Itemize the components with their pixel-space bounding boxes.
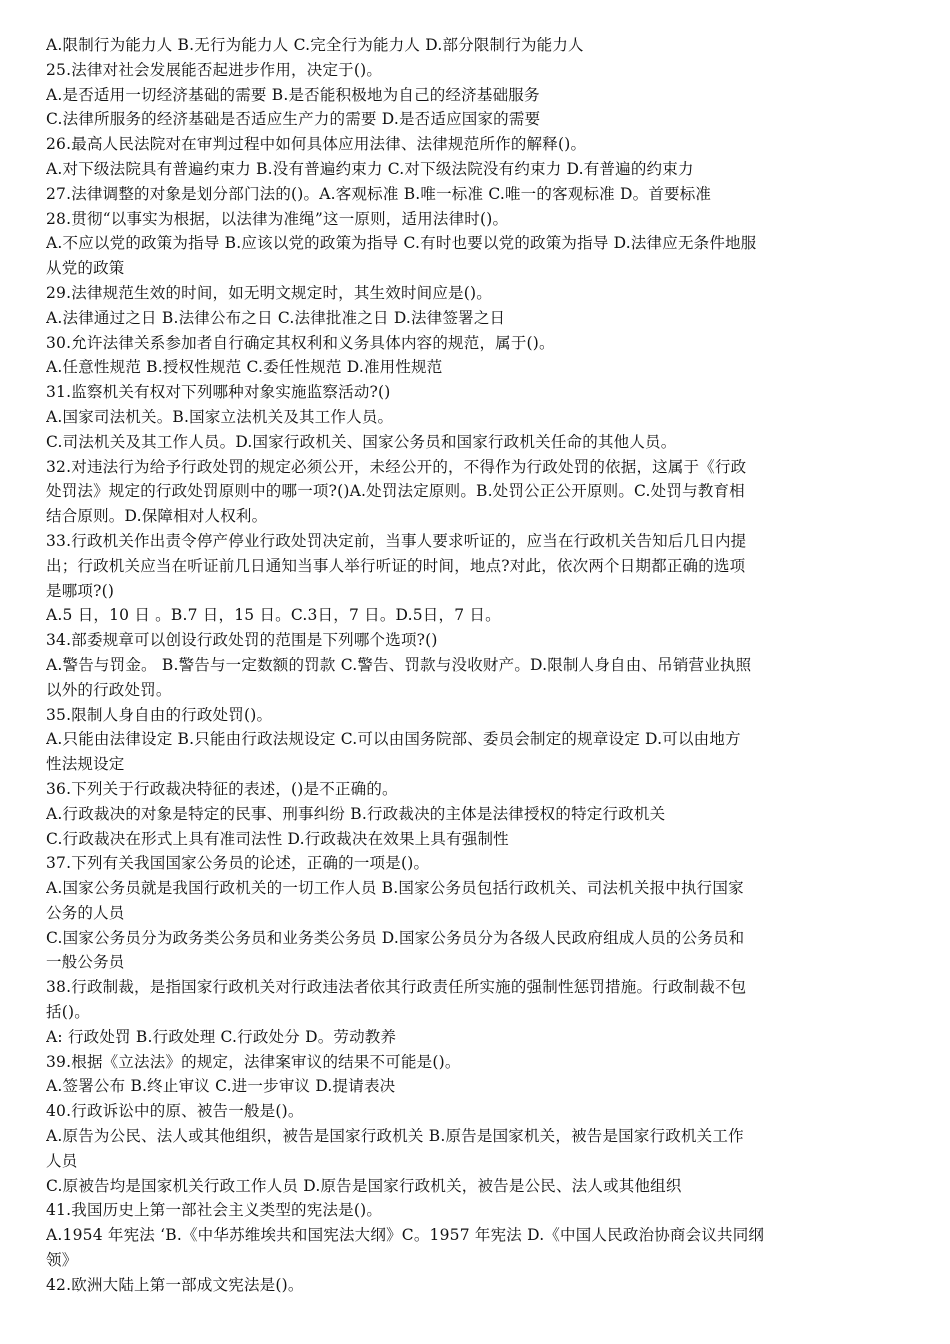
text-line: 29.法律规范生效的时间，如无明文规定时，其生效时间应是()。 bbox=[46, 283, 492, 302]
text-line: 一般公务员 bbox=[46, 953, 125, 972]
text-line: 性法规设定 bbox=[46, 755, 125, 774]
text-line: 34.部委规章可以创设行政处罚的范围是下列哪个选项?() bbox=[46, 631, 438, 650]
text-line: 处罚法》规定的行政处罚原则中的哪一项?()A.处罚法定原则。B.处罚公正公开原则。C.处罚与教育相 bbox=[46, 482, 745, 501]
text-line: 30.允许法律关系参加者自行确定其权利和义务具体内容的规范，属于()。 bbox=[46, 333, 555, 352]
text-line: 公务的人员 bbox=[46, 903, 125, 922]
text-line: A.是否适用一切经济基础的需要 B.是否能积极地为自己的经济基础服务 bbox=[46, 85, 540, 104]
text-line: 25.法律对社会发展能否起进步作用，决定于()。 bbox=[46, 60, 383, 79]
text-line: A.限制行为能力人 B.无行为能力人 C.完全行为能力人 D.部分限制行为能力人 bbox=[46, 36, 584, 54]
text-line: C.国家公务员分为政务类公务员和业务类公务员 D.国家公务员分为各级人民政府组成人员的公务员和 bbox=[46, 928, 745, 947]
text-line: A.不应以党的政策为指导 B.应该以党的政策为指导 C.有时也要以党的政策为指导 D.法律应无条件地服 bbox=[46, 234, 757, 253]
text-line: A.只能由法律设定 B.只能由行政法规设定 C.可以由国务院部、委员会制定的规章设定 D.可以由地方 bbox=[46, 730, 741, 749]
text-line: A.5 日，10 日 。B.7 日，15 日。C.3日，7 日。D.5日，7 日。 bbox=[46, 606, 501, 625]
text-line: 领》 bbox=[46, 1251, 78, 1270]
text-line: 以外的行政处罚。 bbox=[46, 680, 172, 699]
text-line: A.警告与罚金。 B.警告与一定数额的罚款 C.警告、罚款与没收财产。D.限制人身自由、吊销营业执照 bbox=[46, 655, 752, 674]
text-line: C.司法机关及其工作人员。D.国家行政机关、国家公务员和国家行政机关任命的其他人员。 bbox=[46, 432, 677, 451]
text-line: 33.行政机关作出责令停产停业行政处罚决定前，当事人要求听证的，应当在行政机关告知后几日内提 bbox=[46, 531, 747, 550]
text-line: 31.监察机关有权对下列哪种对象实施监察活动?() bbox=[46, 383, 391, 402]
text-line: 32.对违法行为给予行政处罚的规定必须公开，未经公开的，不得作为行政处罚的依据，这属于《行政 bbox=[46, 457, 747, 476]
text-line: C.法律所服务的经济基础是否适应生产力的需要 D.是否适应国家的需要 bbox=[46, 110, 541, 129]
text-line: A.国家司法机关。B.国家立法机关及其工作人员。 bbox=[46, 407, 394, 426]
text-line: 是哪项?() bbox=[46, 581, 115, 600]
text-line: A.任意性规范 B.授权性规范 C.委任性规范 D.准用性规范 bbox=[46, 358, 443, 377]
text-line: A.法律通过之日 B.法律公布之日 C.法律批准之日 D.法律签署之日 bbox=[46, 308, 506, 327]
text-line: 37.下列有关我国国家公务员的论述，正确的一项是()。 bbox=[46, 854, 430, 873]
text-line: 38.行政制裁，是指国家行政机关对行政违法者依其行政责任所实施的强制性惩罚措施。行政制裁不包 bbox=[46, 978, 747, 997]
text-line: 从党的政策 bbox=[46, 259, 125, 278]
text-line: C.行政裁决在形式上具有准司法性 D.行政裁决在效果上具有强制性 bbox=[46, 829, 509, 848]
text-line: C.原被告均是国家机关行政工作人员 D.原告是国家行政机关，被告是公民、法人或其他组织 bbox=[46, 1176, 682, 1195]
text-line: 27.法律调整的对象是划分部门法的()。A.客观标准 B.唯一标准 C.唯一的客观标准 D。首要标准 bbox=[46, 184, 712, 203]
text-line: A.行政裁决的对象是特定的民事、刑事纠纷 B.行政裁决的主体是法律授权的特定行政机关 bbox=[46, 804, 666, 823]
document-page bbox=[46, 33, 912, 1298]
text-line: A.国家公务员就是我国行政机关的一切工作人员 B.国家公务员包括行政机关、司法机关报中执行国家 bbox=[46, 879, 744, 898]
text-line: 35.限制人身自由的行政处罚()。 bbox=[46, 705, 273, 724]
text-line: 人员 bbox=[46, 1151, 78, 1170]
text-line: 41.我国历史上第一部社会主义类型的宪法是()。 bbox=[46, 1201, 383, 1220]
text-line: 36.下列关于行政裁决特征的表述，()是不正确的。 bbox=[46, 779, 398, 798]
text-line: 40.行政诉讼中的原、被告一般是()。 bbox=[46, 1102, 304, 1121]
text-line: 42.欧洲大陆上第一部成文宪法是()。 bbox=[46, 1275, 304, 1294]
text-line: A.原告为公民、法人或其他组织，被告是国家行政机关 B.原告是国家机关，被告是国家行政机关工作 bbox=[46, 1127, 744, 1146]
text-line: 结合原则。D.保障相对人权利。 bbox=[46, 507, 268, 526]
text-line: 括()。 bbox=[46, 1003, 90, 1022]
text-line: 39.根据《立法法》的规定，法律案审议的结果不可能是()。 bbox=[46, 1052, 461, 1071]
text-line: A.对下级法院具有普遍约束力 B.没有普遍约束力 C.对下级法院没有约束力 D.有普遍的约束力 bbox=[46, 159, 694, 178]
text-line: 26.最高人民法院对在审判过程中如何具体应用法律、法律规范所作的解释()。 bbox=[46, 135, 587, 154]
text-line: A.签署公布 B.终止审议 C.进一步审议 D.提请表决 bbox=[46, 1077, 396, 1096]
text-line: 出；行政机关应当在听证前几日通知当事人举行听证的时间，地点?对此，依次两个日期都正确的选项 bbox=[46, 556, 746, 575]
text-line: 28.贯彻“以事实为根据，以法律为准绳”这一原则，适用法律时()。 bbox=[46, 209, 509, 228]
text-line: A: 行政处罚 B.行政处理 C.行政处分 D。劳动教养 bbox=[46, 1027, 397, 1046]
text-line: A.1954 年宪法 ‘B.《中华苏维埃共和国宪法大纲》C。1957 年宪法 D.《中国人民政治协商会议共同纲 bbox=[46, 1226, 765, 1245]
